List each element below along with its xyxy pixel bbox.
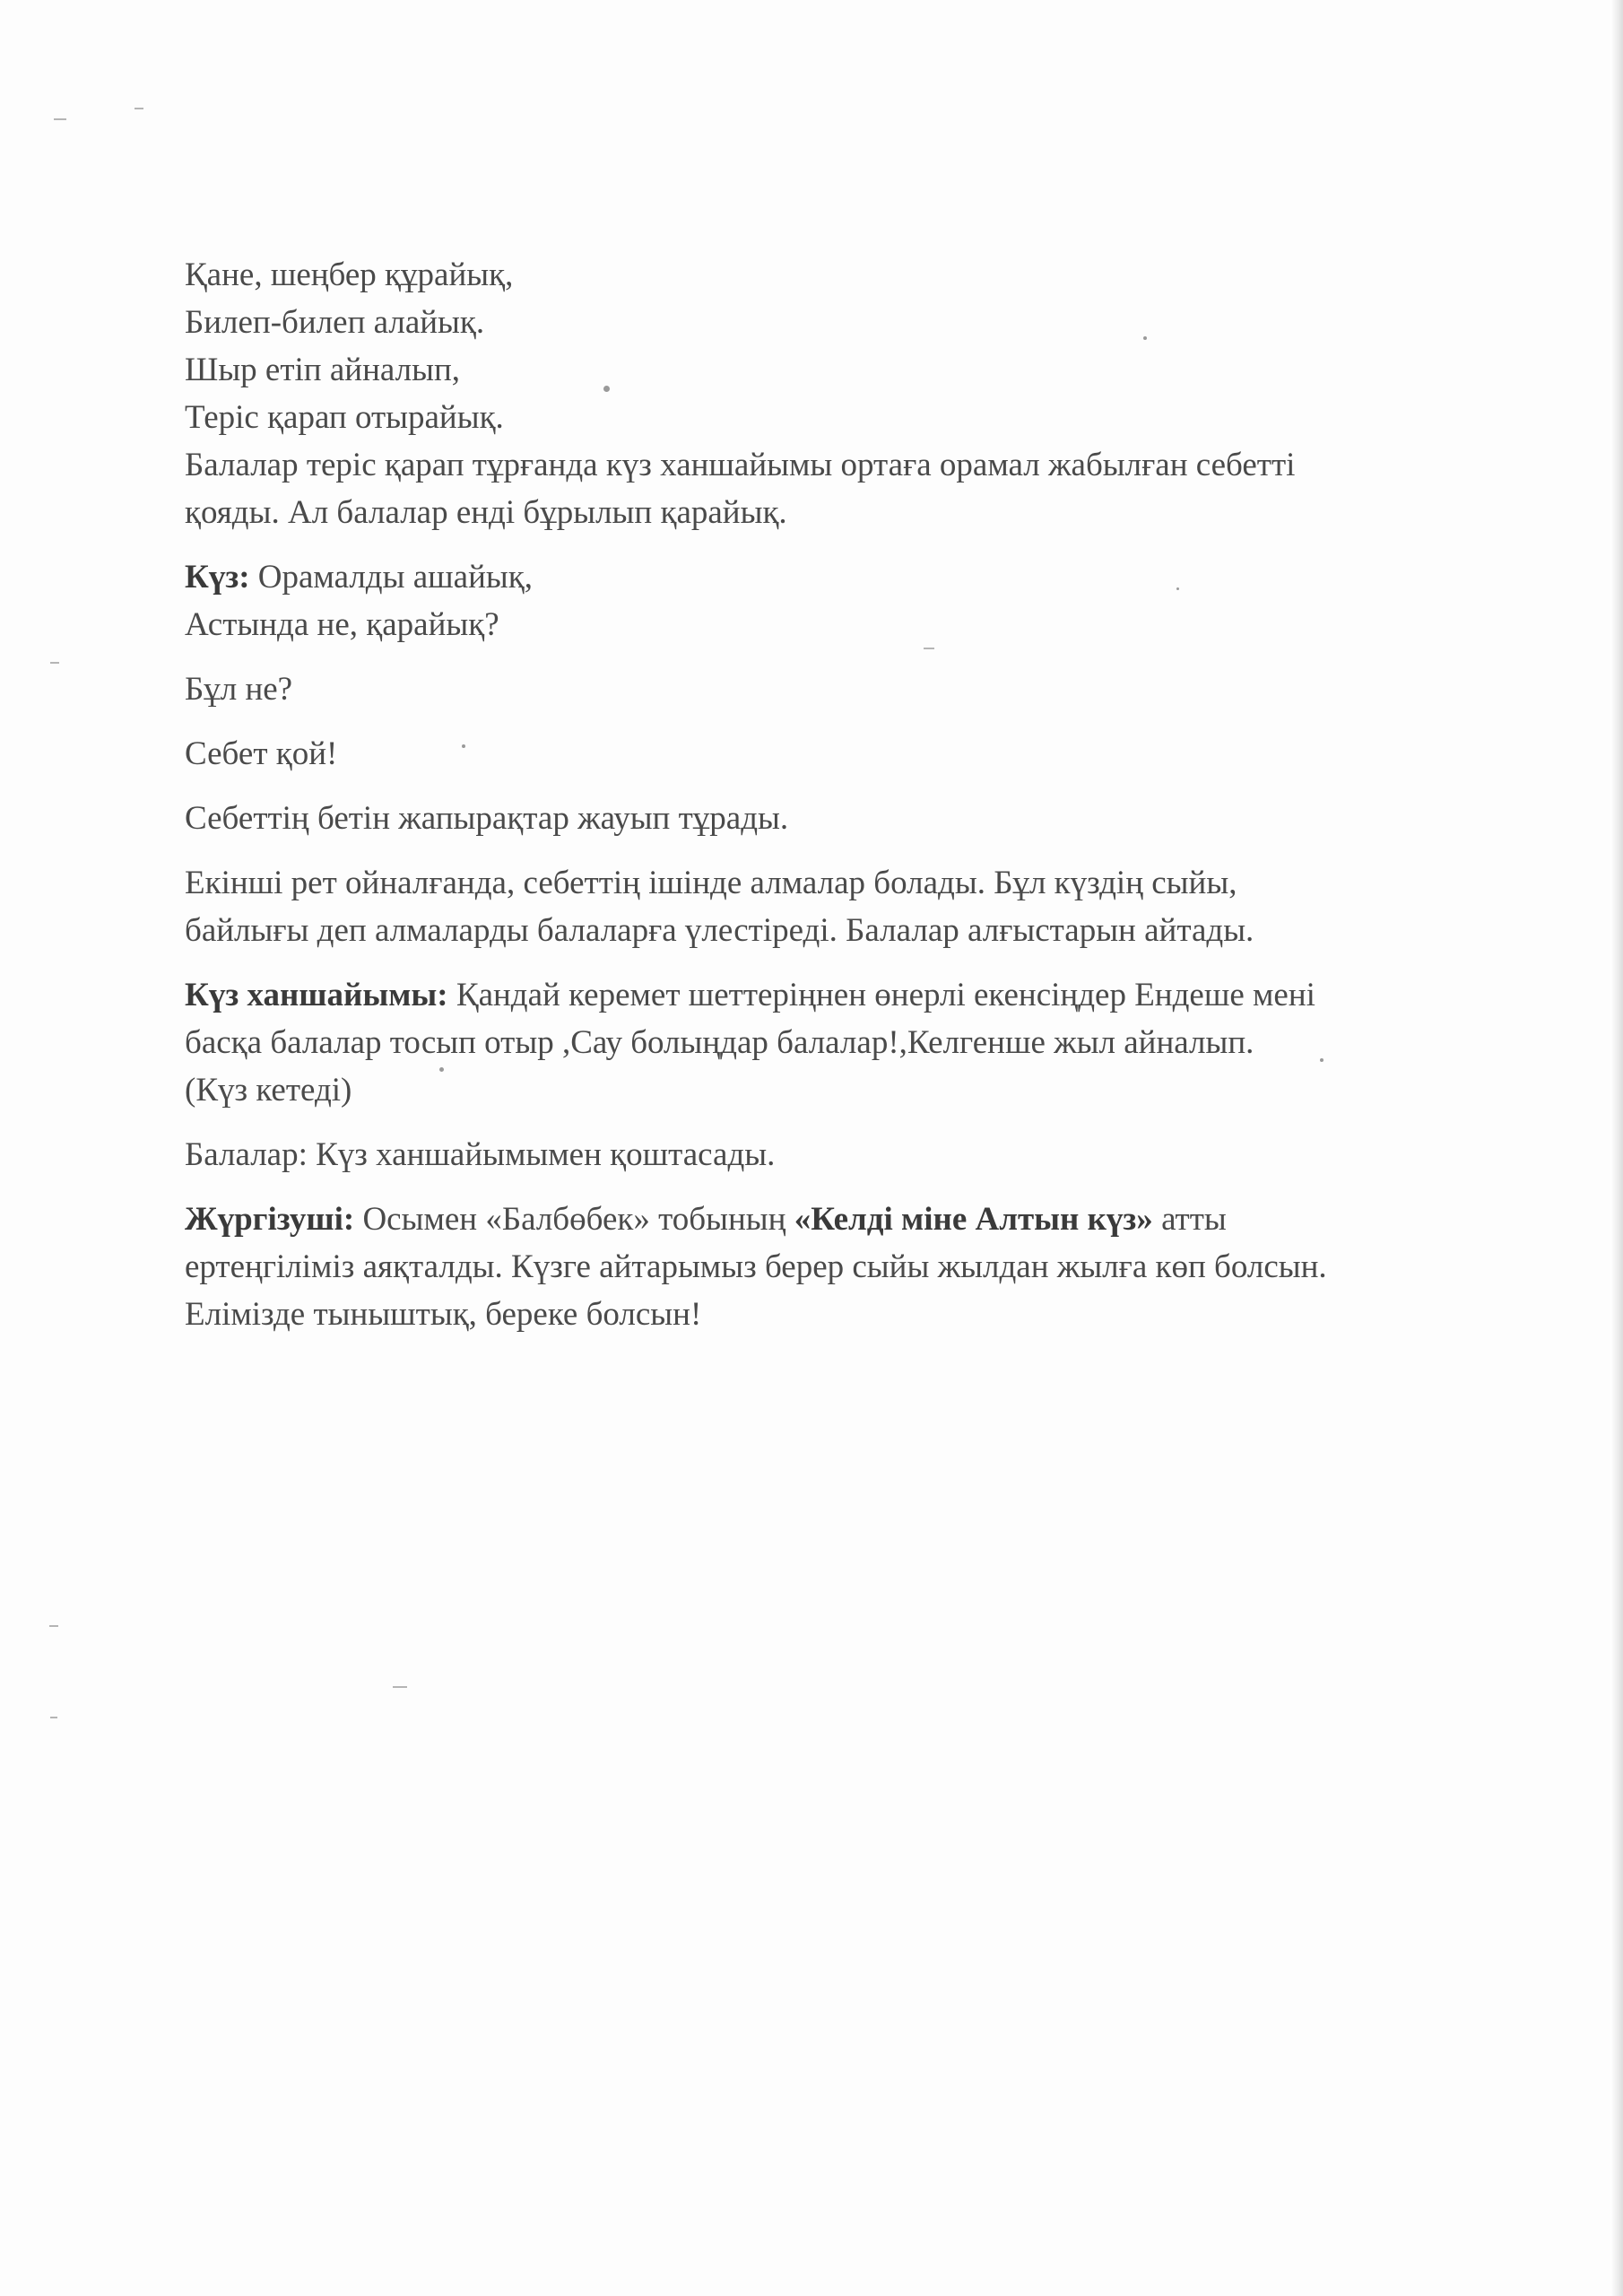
- poem-line: Теріс қарап отырайық.: [185, 399, 504, 436]
- autumn-speech: [185, 553, 1485, 648]
- speaker-name: Күз ханшайымы:: [185, 977, 448, 1013]
- document-body: [185, 251, 1485, 1355]
- speech-text: атты: [1152, 1201, 1227, 1238]
- stage-direction-paragraph: [185, 441, 1485, 536]
- basket-paragraph: [185, 795, 1485, 842]
- poem-line: Билеп-билеп алайық.: [185, 304, 485, 341]
- paragraph-line: [185, 553, 1485, 601]
- paragraph-line: Себет қой!: [185, 735, 338, 772]
- speech-text: Қандай керемет шеттеріңнен өнерлі екенсіңдер Ендеше мені: [447, 977, 1315, 1013]
- page-edge-shadow: [1610, 0, 1623, 2296]
- paragraph-line: ертеңгіліміз аяқталды. Күзге айтарымыз берер сыйы жылдан жылға көп болсын.: [185, 1248, 1327, 1285]
- paragraph-line: қояды. Ал балалар енді бұрылып қарайық.: [185, 494, 787, 531]
- paragraph-line: (Күз кетеді): [185, 1072, 352, 1109]
- scan-mark: [393, 1686, 407, 1688]
- autumn-queen-speech: [185, 971, 1485, 1114]
- paragraph-line: [185, 971, 1485, 1019]
- paragraph-line: байлығы деп алмаларды балаларға үлестіреді. Балалар алғыстарын айтады.: [185, 912, 1254, 949]
- poem-stanza: [185, 251, 1485, 441]
- speech-text: Орамалды ашайық,: [249, 559, 533, 596]
- scan-mark: [54, 118, 66, 120]
- speech-text: Осымен «Балбөбек» тобының: [354, 1201, 794, 1238]
- paragraph-line: Елімізде тыныштық, береке болсын!: [185, 1296, 702, 1333]
- paragraph-line: Балалар теріс қарап тұрғанда күз ханшайымы ортаға орамал жабылған себетті: [185, 447, 1296, 483]
- question-paragraph: [185, 665, 1485, 713]
- poem-line: Қане, шеңбер құрайық,: [185, 257, 514, 293]
- scan-mark: [135, 108, 143, 109]
- paragraph-line: Балалар: Күз ханшайымымен қоштасады.: [185, 1136, 776, 1173]
- paragraph-line: басқа балалар тосып отыр ,Сау болыңдар балалар!,Келгенше жыл айналып.: [185, 1024, 1254, 1061]
- paragraph-line: Екінші рет ойналғанда, себеттің ішінде алмалар болады. Бұл күздің сыйы,: [185, 865, 1237, 901]
- apples-paragraph: [185, 859, 1485, 954]
- event-title: «Келді міне Алтын күз»: [794, 1201, 1153, 1238]
- scan-mark: [50, 1717, 57, 1718]
- answer-paragraph: [185, 730, 1485, 778]
- paragraph-line: Астында не, қарайық?: [185, 606, 499, 643]
- poem-line: Шыр етіп айналып,: [185, 352, 461, 388]
- paragraph-line: [185, 1196, 1485, 1243]
- scan-mark: [50, 662, 59, 664]
- speaker-name: Жүргізуші:: [185, 1201, 355, 1238]
- scan-mark: [49, 1625, 58, 1627]
- host-speech: [185, 1196, 1485, 1338]
- speaker-name: Күз:: [185, 559, 250, 596]
- paragraph-line: Себеттің бетін жапырақтар жауып тұрады.: [185, 800, 789, 837]
- paragraph-line: Бұл не?: [185, 671, 293, 708]
- farewell-paragraph: [185, 1131, 1485, 1178]
